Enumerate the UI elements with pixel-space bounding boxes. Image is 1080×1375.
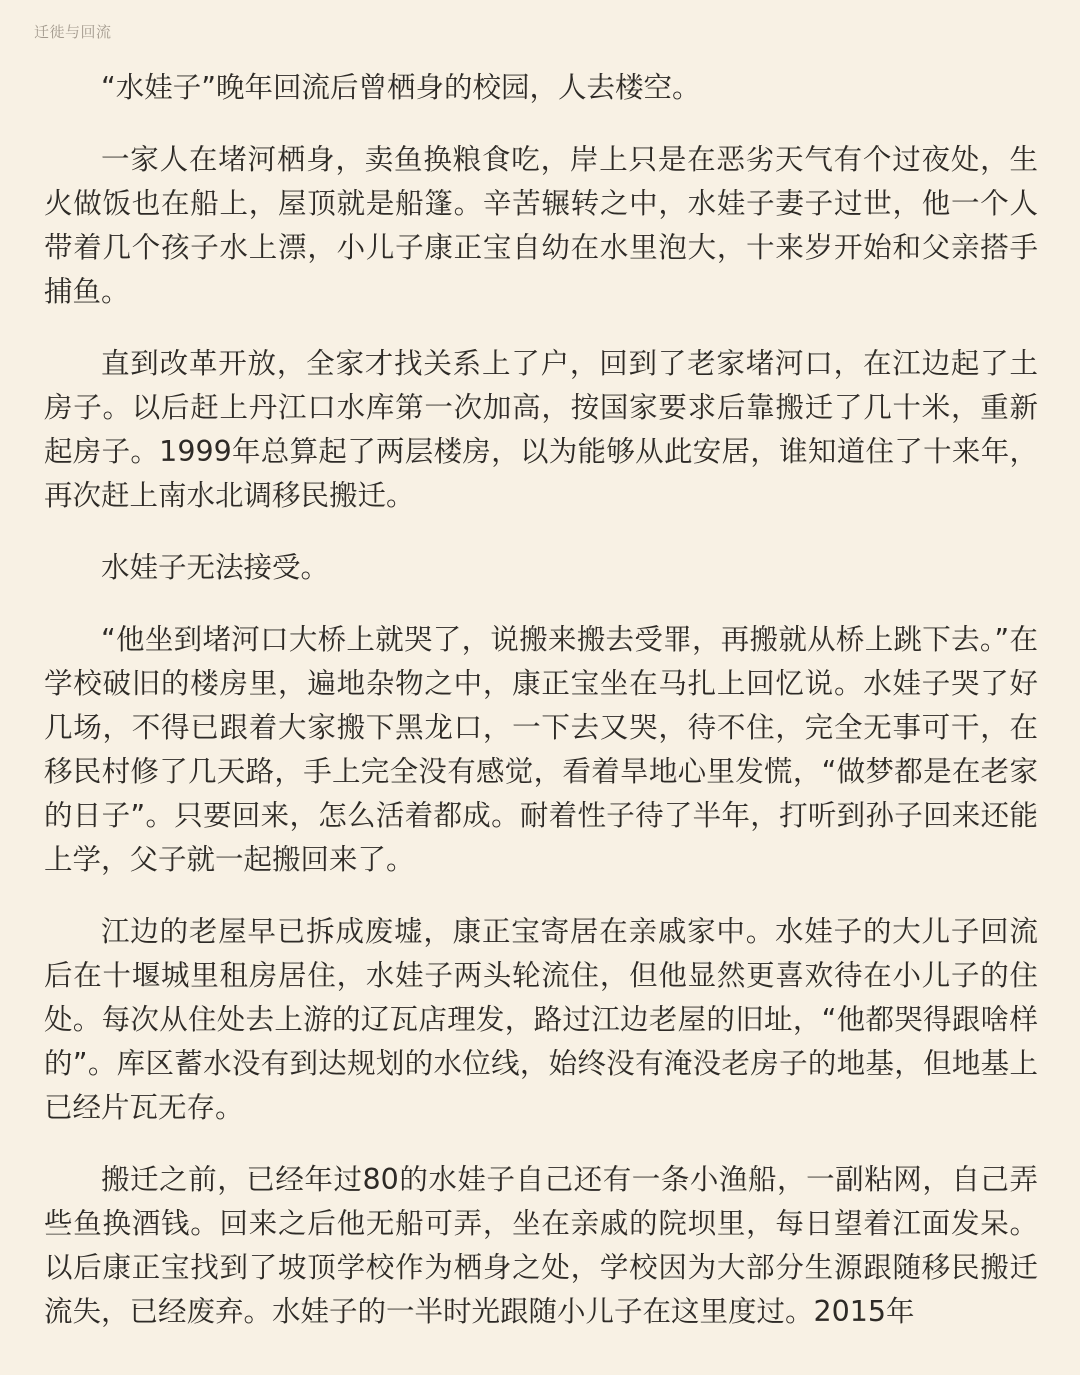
- paragraph-2: 直到改革开放，全家才找关系上了户，回到了老家堵河口，在江边起了土房子。以后赶上丹江口水库第一次加高，按国家要求后靠搬迁了几十米，重新起房子。1999年总算起了两层楼房，以为能够从此安居，谁知道住了十来年，再次赶上南水北调移民搬迁。: [44, 347, 1038, 512]
- paragraph-6: 搬迁之前，已经年过80的水娃子自己还有一条小渔船，一副粘网，自己弄些鱼换酒钱。回来之后他无船可弄，坐在亲戚的院坝里，每日望着江面发呆。以后康正宝找到了坡顶学校作为栖身之处，学校因为大部分生源跟随移民搬迁流失，已经废弃。水娃子的一半时光跟随小儿子在这里度过。2015年: [44, 1163, 1038, 1328]
- paragraph-5: 江边的老屋早已拆成废墟，康正宝寄居在亲戚家中。水娃子的大儿子回流后在十堰城里租房居住，水娃子两头轮流住，但他显然更喜欢待在小儿子的住处。每次从住处去上游的辽瓦店理发，路过江边老屋的旧址，“他都哭得跟啥样的”。库区蓄水没有到达规划的水位线，始终没有淹没老房子的地基，但地基上已经片瓦无存。: [44, 915, 1038, 1124]
- article-body: [44, 66, 1038, 1334]
- paragraph-3: 水娃子无法接受。: [101, 551, 330, 584]
- running-header-title: 迁徙与回流: [34, 23, 112, 41]
- paragraph-caption: “水娃子”晚年回流后曾栖身的校园，人去楼空。: [101, 71, 701, 104]
- paragraph-4: “他坐到堵河口大桥上就哭了，说搬来搬去受罪，再搬就从桥上跳下去。”在学校破旧的楼房里，遍地杂物之中，康正宝坐在马扎上回忆说。水娃子哭了好几场，不得已跟着大家搬下黑龙口，一下去又哭，待不住，完全无事可干，在移民村修了几天路，手上完全没有感觉，看着旱地心里发慌，“做梦都是在老家的日子”。只要回来，怎么活着都成。耐着性子待了半年，打听到孙子回来还能上学，父子就一起搬回来了。: [44, 623, 1038, 876]
- paragraph-1: 一家人在堵河栖身，卖鱼换粮食吃，岸上只是在恶劣天气有个过夜处，生火做饭也在船上，屋顶就是船篷。辛苦辗转之中，水娃子妻子过世，他一个人带着几个孩子水上漂，小儿子康正宝自幼在水里泡大，十来岁开始和父亲搭手捕鱼。: [44, 143, 1038, 308]
